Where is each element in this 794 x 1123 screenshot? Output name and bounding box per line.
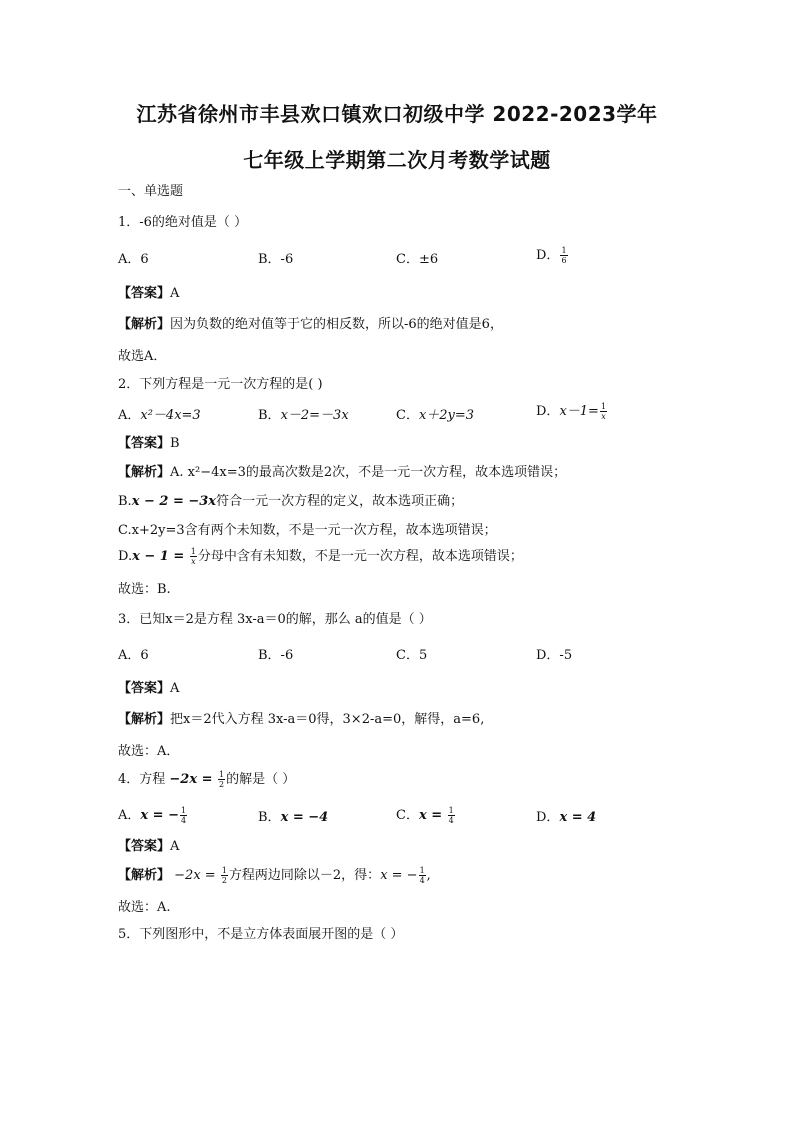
q2-option-d: D．x－1= $\frac{1}{x}$ [536,402,607,421]
q4-option-c-fraction: $\frac{1}{4}$ [448,806,454,825]
q2-analysis-b: B.x − 2 = −3x符合一元一次方程的定义，故本选项正确； [118,494,464,509]
q1-option-d [536,244,569,265]
q1-answer: 【答案】A [118,286,180,301]
q3-option-b: B．-6 [258,648,294,663]
title-line-1: 江苏省徐州市丰县欢口镇欢口初级中学 2022-2023学年 [136,102,658,126]
q2-analysis-d-fraction: $\frac{1}{x}$ [190,547,196,566]
q1-conclusion: 故选A． [118,349,167,364]
q4-analysis-fraction-2: $\frac{1}{4}$ [419,866,425,885]
q1-option-d-fraction: $\frac{1}{6}$ [561,246,567,265]
q1-stem: 1．-6的绝对值是（ ） [118,215,248,230]
q2-option-d-fraction: $\frac{1}{x}$ [600,402,607,421]
q3-analysis: 【解析】把x＝2代入方程 3x-a＝0得，3×2-a=0，解得，a=6, [118,712,485,727]
q4-conclusion: 故选：A. [118,900,171,915]
q4-option-a-fraction: $\frac{1}{4}$ [180,806,187,825]
q2-answer: 【答案】B [118,436,180,451]
q1-option-d-prefix: D． [536,248,560,263]
q3-answer: 【答案】A [118,681,180,696]
q3-option-d: D．-5 [536,648,573,663]
q2-option-c: C．x＋2y=3 [396,408,475,423]
q4-stem: 4．方程 −2x = $\frac{1}{2}$ 的解是（ ） [118,770,296,789]
q2-stem: 2．下列方程是一元一次方程的是( ) [118,377,323,392]
q3-option-c: C．5 [396,648,428,663]
q4-option-a: A．x = − $\frac{1}{4}$ [118,806,187,825]
q3-option-a: A．6 [118,648,149,663]
q4-analysis: 【解析】 −2x = $\frac{1}{2}$ 方程两边同除以－2，得：x = − $\frac{1}{4}$ , [118,866,431,885]
q2-analysis-d: D.x − 1 = $\frac{1}{x}$ 分母中含有未知数，不是一元一次方程，故本选项错误； [118,547,523,566]
q2-analysis-a: 【解析】A. x²−4x=3的最高次数是2次，不是一元一次方程，故本选项错误； [118,465,567,480]
q1-option-c: C．±6 [396,252,439,267]
q3-stem: 3．已知x＝2是方程 3x-a＝0的解，那么 a的值是（ ） [118,612,432,627]
q1-option-a: A．6 [118,252,149,267]
q1-analysis: 【解析】因为负数的绝对值等于它的相反数，所以-6的绝对值是6， [118,317,503,332]
q5-stem: 5．下列图形中，不是立方体表面展开图的是（ ） [118,927,404,942]
q3-conclusion: 故选：A． [118,744,180,759]
q4-stem-fraction: $\frac{1}{2}$ [219,770,225,789]
q2-conclusion: 故选：B. [118,582,171,597]
q4-option-d: D．x = 4 [536,810,597,825]
q1-option-b: B．-6 [258,252,294,267]
q2-analysis-c: C.x+2y=3含有两个未知数，不是一元一次方程，故本选项错误； [118,523,497,538]
q2-option-a: A．x²－4x=3 [118,408,201,423]
section-heading: 一、单选题 [118,184,184,199]
q4-answer: 【答案】A [118,839,180,854]
q4-analysis-fraction-1: $\frac{1}{2}$ [221,866,227,885]
q4-option-b: B．x = −4 [258,810,329,825]
q4-option-c: C．x = $\frac{1}{4}$ [396,806,454,825]
title-line-2: 七年级上学期第二次月考数学试题 [243,148,551,172]
q2-option-b: B．x－2=－3x [258,408,349,423]
